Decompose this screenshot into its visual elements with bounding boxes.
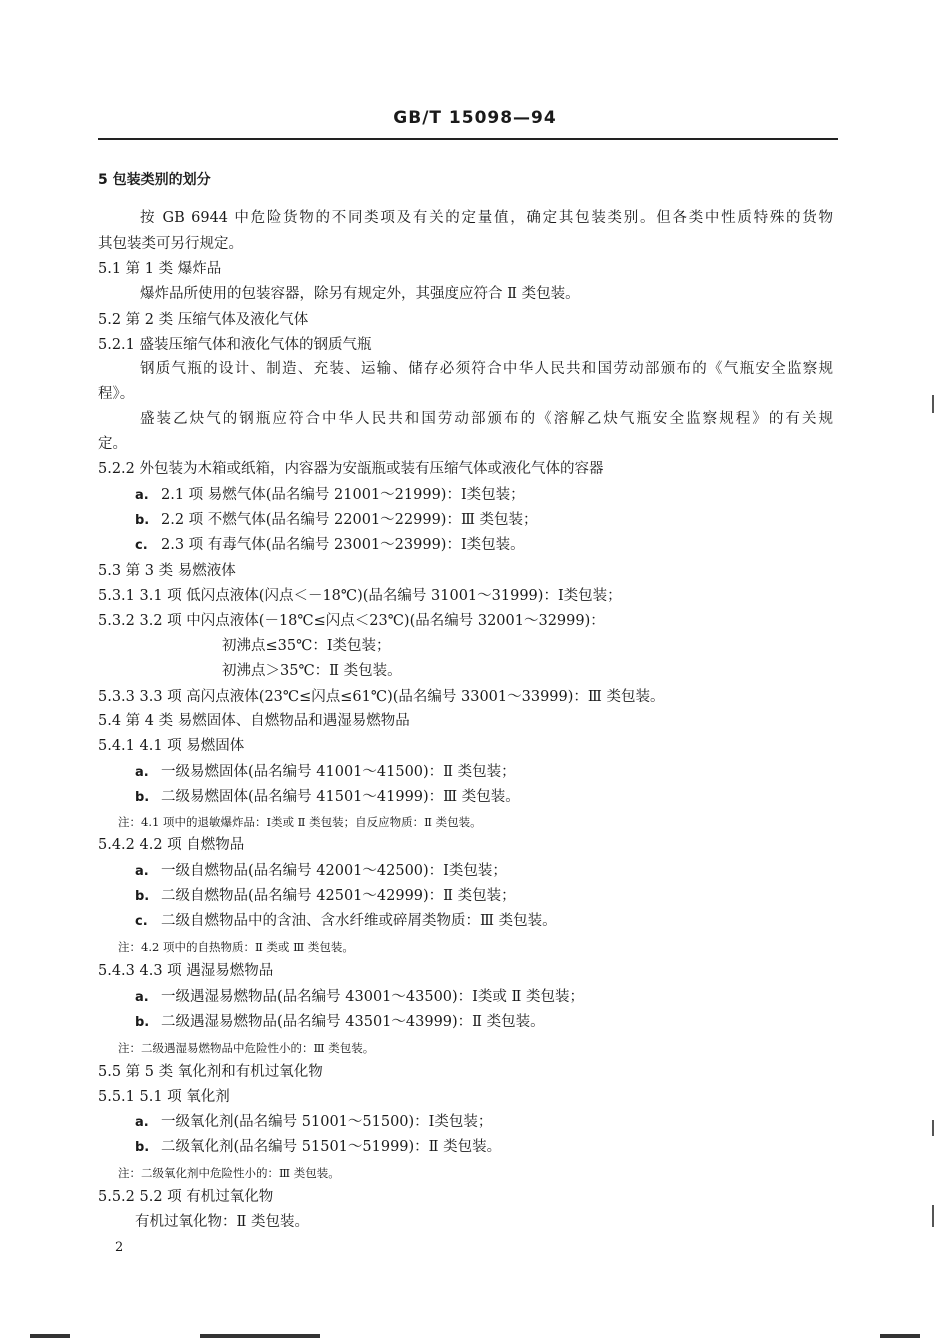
list-marker: a. [135,1115,149,1130]
line-5-3-2-a: 初沸点≤35℃：Ⅰ类包装； [222,638,391,654]
heading-5-1: 5.1 第 1 类 爆炸品 [98,261,222,277]
scan-artifact [200,1334,320,1338]
list-item [135,1113,492,1132]
paragraph-5-5-2: 有机过氧化物：Ⅱ 类包装。 [135,1214,309,1230]
heading-5-5-2: 5.5.2 5.2 项 有机过氧化物 [98,1189,274,1205]
list-marker: a. [135,990,149,1005]
intro-line-1: 按 GB 6944 中危险货物的不同类项及有关的定量值，确定其包装类别。但各类中性质特殊的货物 [140,210,833,226]
list-item-text: 一级遇湿易燃物品(品名编号 43001～43500)：Ⅰ类或 Ⅱ 类包装； [161,989,584,1005]
heading-5-5: 5.5 第 5 类 氧化剂和有机过氧化物 [98,1064,323,1080]
list-item-text: 2.3 项 有毒气体(品名编号 23001～23999)：Ⅰ类包装。 [161,537,525,553]
list-marker: b. [135,1015,150,1030]
heading-5-4-1: 5.4.1 4.1 项 易燃固体 [98,738,245,754]
paragraph-5-2-1-line-1: 钢质气瓶的设计、制造、充装、运输、储存必须符合中华人民共和国劳动部颁布的《气瓶安全监察规 [140,361,833,377]
list-marker: c. [135,914,148,929]
list-item-text: 二级易燃固体(品名编号 41501～41999)：Ⅲ 类包装。 [161,789,520,805]
line-5-3-3: 5.3.3 3.3 项 高闪点液体(23℃≤闪点≤61℃)(品名编号 33001～33999)：Ⅲ 类包装。 [98,689,665,705]
list-marker: a. [135,864,149,879]
list-marker: a. [135,765,149,780]
heading-5-4-2: 5.4.2 4.2 项 自燃物品 [98,837,245,853]
list-item [135,887,516,906]
list-marker: b. [135,1140,150,1155]
paragraph-5-2-1-line-2: 程》。 [98,386,135,402]
list-item-text: 二级遇湿易燃物品(品名编号 43501～43999)：Ⅱ 类包装。 [161,1014,545,1030]
heading-5-4: 5.4 第 4 类 易燃固体、自燃物品和遇湿易燃物品 [98,713,410,729]
intro-line-2: 其包装类可另行规定。 [98,236,243,252]
list-item-text: 二级氧化剂(品名编号 51501～51999)：Ⅱ 类包装。 [161,1139,502,1155]
list-item [135,862,507,881]
scan-artifact [880,1334,920,1338]
list-marker: b. [135,790,150,805]
list-item [135,486,525,505]
standard-code-header: GB/T 15098—94 [393,108,557,128]
list-marker: b. [135,513,150,528]
list-item-text: 2.1 项 易燃气体(品名编号 21001～21999)：Ⅰ类包装； [161,487,525,503]
heading-5-5-1: 5.5.1 5.1 项 氧化剂 [98,1089,230,1105]
list-item [135,912,557,931]
line-5-3-2: 5.3.2 3.2 项 中闪点液体(－18℃≤闪点＜23℃)(品名编号 32001～32999)： [98,613,605,629]
note-5-4-1: 注：4.1 项中的退敏爆炸品：Ⅰ类或 Ⅱ 类包装；自反应物质：Ⅱ 类包装。 [118,815,482,829]
scan-edge-mark [932,1205,934,1227]
list-item-text: 2.2 项 不燃气体(品名编号 22001～22999)：Ⅲ 类包装； [161,512,538,528]
paragraph-5-2-1b-line-2: 定。 [98,436,127,452]
list-item [135,763,516,782]
header-divider [98,138,838,140]
section-title: 5 包装类别的划分 [98,172,211,188]
list-item-text: 一级易燃固体(品名编号 41001～41500)：Ⅱ 类包装； [161,764,516,780]
heading-5-3: 5.3 第 3 类 易燃液体 [98,563,236,579]
page-number: 2 [115,1240,124,1255]
list-item [135,511,538,530]
list-marker: a. [135,488,149,503]
paragraph-5-1: 爆炸品所使用的包装容器，除另有规定外，其强度应符合 Ⅱ 类包装。 [140,286,580,302]
note-5-5-1: 注：二级氧化剂中危险性小的：Ⅲ 类包装。 [118,1166,340,1180]
heading-5-2-2: 5.2.2 外包装为木箱或纸箱，内容器为安瓿瓶或装有压缩气体或液化气体的容器 [98,461,604,477]
heading-5-4-3: 5.4.3 4.3 项 遇湿易燃物品 [98,963,274,979]
list-item [135,536,525,555]
paragraph-5-2-1b-line-1: 盛装乙炔气的钢瓶应符合中华人民共和国劳动部颁布的《溶解乙炔气瓶安全监察规程》的有关规 [140,411,833,427]
list-item [135,1138,501,1157]
heading-5-2-1: 5.2.1 盛装压缩气体和液化气体的钢质气瓶 [98,337,372,353]
list-marker: c. [135,538,148,553]
list-item [135,788,520,807]
list-item-text: 二级自燃物品中的含油、含水纤维或碎屑类物质：Ⅲ 类包装。 [161,913,557,929]
line-5-3-1: 5.3.1 3.1 项 低闪点液体(闪点＜－18℃)(品名编号 31001～31999)：Ⅰ类包装； [98,588,622,604]
list-item-text: 一级自燃物品(品名编号 42001～42500)：Ⅰ类包装； [161,863,507,879]
scan-edge-mark [932,1120,934,1136]
note-5-4-3: 注：二级遇湿易燃物品中危险性小的：Ⅲ 类包装。 [118,1041,375,1055]
list-item-text: 一级氧化剂(品名编号 51001～51500)：Ⅰ类包装； [161,1114,493,1130]
heading-5-2: 5.2 第 2 类 压缩气体及液化气体 [98,312,309,328]
line-5-3-2-b: 初沸点＞35℃：Ⅱ 类包装。 [222,663,402,679]
list-marker: b. [135,889,150,904]
scan-artifact [30,1334,70,1338]
list-item-text: 二级自燃物品(品名编号 42501～42999)：Ⅱ 类包装； [161,888,516,904]
list-item [135,988,584,1007]
scan-edge-mark [932,395,934,413]
note-5-4-2: 注：4.2 项中的自热物质：Ⅱ 类或 Ⅲ 类包装。 [118,940,354,954]
list-item [135,1013,545,1032]
